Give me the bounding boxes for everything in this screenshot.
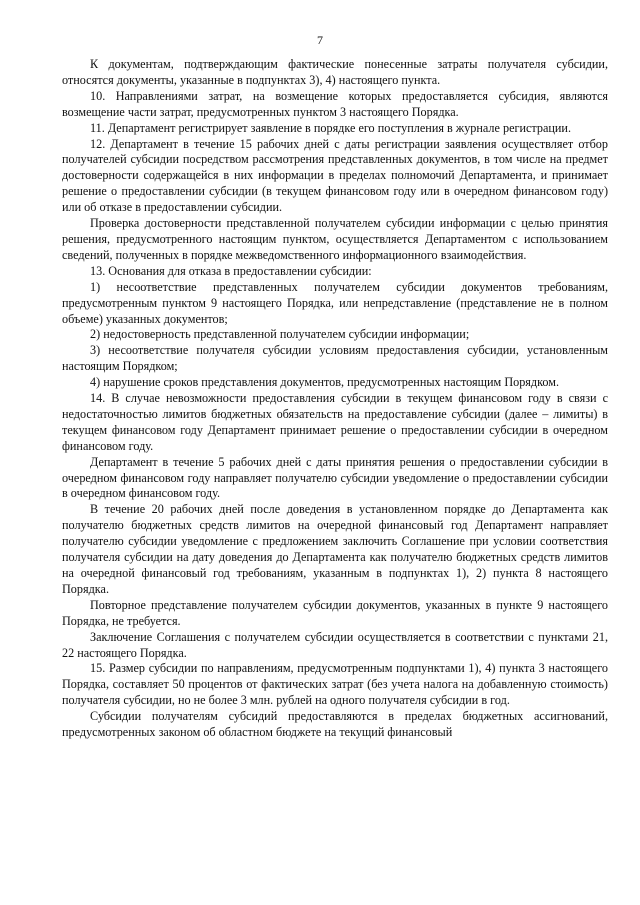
paragraph: Повторное представление получателем субсидии документов, указанных в пункте 9 настоящего Порядка, не требуется. xyxy=(62,597,608,628)
paragraph: 10. Направлениями затрат, на возмещение которых предоставляется субсидия, являются возмещение части затрат, предусмотренных пунктом 3 настоящего Порядка. xyxy=(62,88,608,119)
paragraph: 14. В случае невозможности предоставления субсидии в текущем финансовом году в связи с недостаточностью лимитов бюджетных обязательств на предоставление субсидии (далее – лимиты) в текущем финансовом году Департамент принимает решение о предоставлении субсидии в очередном финансовом году. xyxy=(62,391,608,453)
paragraph: Заключение Соглашения с получателем субсидии осуществляется в соответствии с пунктами 21, 22 настоящего Порядка. xyxy=(62,629,608,660)
paragraph: К документам, подтверждающим фактические понесенные затраты получателя субсидии, относятся документы, указанные в подпунктах 3), 4) настоящего пункта. xyxy=(62,57,608,87)
paragraph: В течение 20 рабочих дней после доведения в установленном порядке до Департамента как получателю бюджетных средств лимитов на очередной финансовый год Департамент направляет получателю субсидии уведомление с предложением заключить Соглашение при условии соответствия получателя субсидии на дату доведения до Департамента как получателю бюджетных средств лимитов на очередной финансовый год требованиям, указанным в подпунктах 1), 2) пункта 8 настоящего Порядка. xyxy=(62,502,608,596)
paragraph: 15. Размер субсидии по направлениям, предусмотренным подпунктами 1), 4) пункта 3 настоящего Порядка, составляет 50 процентов от фактических затрат (без учета налога на добавленную стоимость) получателя субсидии, но не более 3 млн. рублей на одного получателя субсидии в год. xyxy=(62,661,608,708)
paragraph: 2) недостоверность представленной получателем субсидии информации; xyxy=(90,327,470,342)
paragraph: 4) нарушение сроков представления документов, предусмотренных настоящим Порядком. xyxy=(90,375,560,390)
paragraph: Департамент в течение 5 рабочих дней с даты принятия решения о предоставлении субсидии в очередном финансовом году направляет получателю субсидии уведомление о предоставлении субсидии в очередном финансовом году. xyxy=(62,454,608,501)
paragraph: 1) несоответствие представленных получателем субсидии документов требованиям, предусмотренным пунктом 9 настоящего Порядка, или непредставление (представление не в полном объеме) указанных документов; xyxy=(62,279,608,326)
page-number: 7 xyxy=(317,33,323,47)
paragraph: 3) несоответствие получателя субсидии условиям предоставления субсидии, установленным настоящим Порядком; xyxy=(62,343,608,374)
paragraph: 12. Департамент в течение 15 рабочих дней с даты регистрации заявления осуществляет отбор получателей субсидии посредством рассмотрения представленных документов, в том числе на предмет достоверности содержащейся в них информации в пределах полномочий Департамента, и принимает решение о предоставлении субсидии (в текущем финансовом году или в очередном финансовом году) или об отказе в предоставлении субсидии. xyxy=(62,136,608,215)
paragraph: Проверка достоверности представленной получателем субсидии информации с целью принятия решения, предусмотренного настоящим пунктом, осуществляется Департаментом с использованием сведений, полученных в порядке межведомственного информационного взаимодействия. xyxy=(62,216,608,262)
paragraph: Субсидии получателям субсидий предоставляются в пределах бюджетных ассигнований, предусмотренных законом об областном бюджете на текущий финансовый xyxy=(62,709,608,740)
document-body xyxy=(62,57,608,741)
paragraph: 13. Основания для отказа в предоставлении субсидии: xyxy=(90,263,372,278)
paragraph: 11. Департамент регистрирует заявление в порядке его поступления в журнале регистрации. xyxy=(90,120,572,135)
